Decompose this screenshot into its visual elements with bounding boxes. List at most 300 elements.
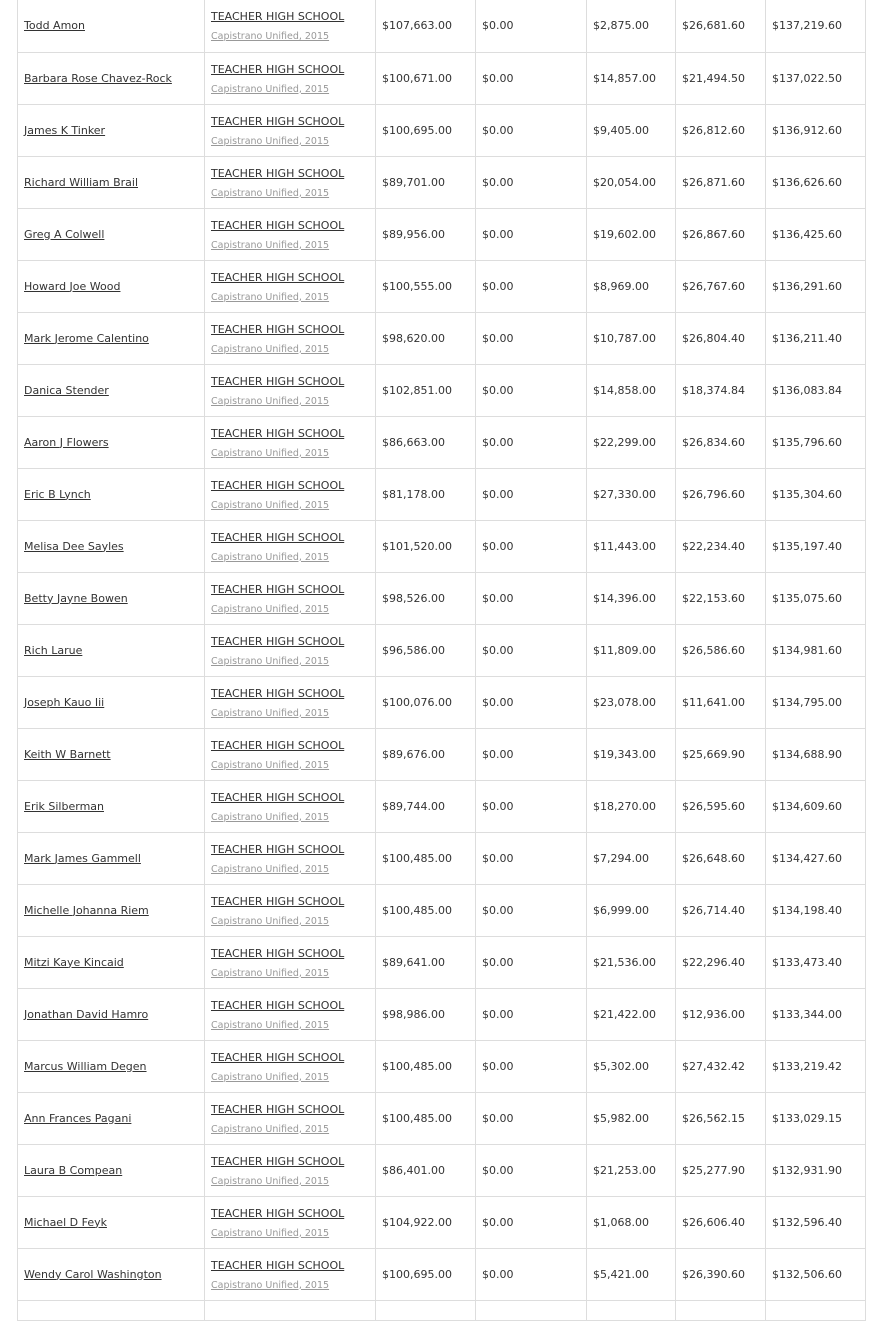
job-title-link[interactable]: TEACHER HIGH SCHOOL — [211, 790, 345, 804]
benefits-cell — [676, 1248, 766, 1300]
other-pay-value: $14,858.00 — [593, 383, 656, 397]
job-title-cell — [205, 832, 376, 884]
benefits-value: $25,669.90 — [682, 747, 745, 761]
overtime-pay-cell — [476, 1092, 587, 1144]
regular-pay-value: $86,401.00 — [382, 1163, 445, 1177]
other-pay-value: $5,982.00 — [593, 1111, 649, 1125]
agency-link[interactable]: Capistrano Unified, 2015 — [211, 135, 330, 147]
regular-pay-value: $89,956.00 — [382, 227, 445, 241]
agency-link[interactable]: Capistrano Unified, 2015 — [211, 655, 330, 667]
total-pay-benefits-cell — [766, 988, 866, 1040]
employee-name-link[interactable]: Aaron J Flowers — [24, 435, 109, 449]
benefits-cell — [676, 52, 766, 104]
job-title-link[interactable]: TEACHER HIGH SCHOOL — [211, 946, 345, 960]
overtime-pay-cell — [476, 468, 587, 520]
job-title-cell — [205, 1040, 376, 1092]
regular-pay-value: $101,520.00 — [382, 539, 452, 553]
job-title-cell — [205, 624, 376, 676]
benefits-cell — [676, 312, 766, 364]
benefits-cell — [676, 572, 766, 624]
job-title-link[interactable]: TEACHER HIGH SCHOOL — [211, 530, 345, 544]
overtime-pay-cell — [476, 312, 587, 364]
benefits-cell — [676, 416, 766, 468]
benefits-value: $21,494.50 — [682, 71, 745, 85]
job-title-cell — [205, 1196, 376, 1248]
total-pay-benefits-value: $136,912.60 — [772, 123, 842, 137]
agency-link[interactable]: Capistrano Unified, 2015 — [211, 187, 330, 199]
total-pay-benefits-value: $134,795.00 — [772, 695, 842, 709]
employee-name-cell — [18, 156, 205, 208]
benefits-cell — [676, 676, 766, 728]
employee-name-link[interactable]: Todd Amon — [24, 19, 85, 33]
regular-pay-value: $104,922.00 — [382, 1215, 452, 1229]
employee-name-cell — [18, 364, 205, 416]
employee-name-cell — [18, 624, 205, 676]
overtime-pay-value: $0.00 — [482, 1215, 514, 1229]
overtime-pay-cell — [476, 104, 587, 156]
job-title-cell — [205, 468, 376, 520]
overtime-pay-cell — [476, 1248, 587, 1300]
other-pay-cell — [587, 988, 676, 1040]
table-row — [18, 832, 866, 884]
regular-pay-value: $100,485.00 — [382, 1059, 452, 1073]
employee-name-cell — [18, 52, 205, 104]
agency-link[interactable]: Capistrano Unified, 2015 — [211, 1123, 330, 1135]
benefits-value: $22,296.40 — [682, 955, 745, 969]
total-pay-benefits-cell — [766, 728, 866, 780]
overtime-pay-cell — [476, 884, 587, 936]
job-title-link[interactable]: TEACHER HIGH SCHOOL — [211, 166, 345, 180]
other-pay-value: $5,421.00 — [593, 1267, 649, 1281]
regular-pay-cell — [376, 468, 476, 520]
table-row — [18, 364, 866, 416]
other-pay-cell — [587, 624, 676, 676]
job-title-cell — [205, 0, 376, 52]
table-row — [18, 520, 866, 572]
job-title-link[interactable]: TEACHER HIGH SCHOOL — [211, 1050, 345, 1064]
total-pay-benefits-value: $136,425.60 — [772, 227, 842, 241]
agency-link[interactable]: Capistrano Unified, 2015 — [211, 915, 330, 927]
benefits-cell — [676, 1196, 766, 1248]
total-pay-benefits-cell — [766, 1040, 866, 1092]
job-title-cell — [205, 728, 376, 780]
benefits-cell — [676, 884, 766, 936]
overtime-pay-cell — [476, 676, 587, 728]
job-title-link[interactable]: TEACHER HIGH SCHOOL — [211, 114, 345, 128]
overtime-pay-value: $0.00 — [482, 747, 514, 761]
job-title-link[interactable]: TEACHER HIGH SCHOOL — [211, 634, 345, 648]
benefits-cell — [676, 1040, 766, 1092]
regular-pay-cell — [376, 260, 476, 312]
regular-pay-cell — [376, 624, 476, 676]
agency-link[interactable]: Capistrano Unified, 2015 — [211, 31, 330, 43]
employee-name-link[interactable]: Eric B Lynch — [24, 487, 91, 501]
employee-name-link[interactable]: Betty Jayne Bowen — [24, 591, 128, 605]
partial-cell — [587, 1300, 676, 1320]
employee-name-link[interactable]: Ann Frances Pagani — [24, 1111, 132, 1125]
overtime-pay-value: $0.00 — [482, 1111, 514, 1125]
table-row — [18, 936, 866, 988]
benefits-cell — [676, 780, 766, 832]
other-pay-cell — [587, 832, 676, 884]
total-pay-benefits-value: $133,029.15 — [772, 1111, 842, 1125]
benefits-cell — [676, 0, 766, 52]
total-pay-benefits-cell — [766, 780, 866, 832]
regular-pay-value: $86,663.00 — [382, 435, 445, 449]
agency-link[interactable]: Capistrano Unified, 2015 — [211, 1279, 330, 1291]
employee-name-link[interactable]: Keith W Barnett — [24, 747, 111, 761]
table-row — [18, 1040, 866, 1092]
salary-table-container — [17, 0, 865, 1321]
job-title-link[interactable]: TEACHER HIGH SCHOOL — [211, 270, 345, 284]
regular-pay-value: $100,555.00 — [382, 279, 452, 293]
employee-name-link[interactable]: Mark James Gammell — [24, 851, 141, 865]
other-pay-value: $23,078.00 — [593, 695, 656, 709]
agency-link[interactable]: Capistrano Unified, 2015 — [211, 499, 330, 511]
regular-pay-cell — [376, 52, 476, 104]
partial-cell — [766, 1300, 866, 1320]
overtime-pay-value: $0.00 — [482, 799, 514, 813]
employee-name-cell — [18, 416, 205, 468]
overtime-pay-value: $0.00 — [482, 435, 514, 449]
agency-link[interactable]: Capistrano Unified, 2015 — [211, 759, 330, 771]
employee-name-cell — [18, 780, 205, 832]
other-pay-value: $20,054.00 — [593, 175, 656, 189]
employee-name-link[interactable]: Mark Jerome Calentino — [24, 331, 149, 345]
table-row — [18, 312, 866, 364]
total-pay-benefits-cell — [766, 1092, 866, 1144]
total-pay-benefits-value: $132,596.40 — [772, 1215, 842, 1229]
regular-pay-value: $100,076.00 — [382, 695, 452, 709]
other-pay-value: $9,405.00 — [593, 123, 649, 137]
table-row — [18, 0, 866, 52]
other-pay-cell — [587, 52, 676, 104]
job-title-link[interactable]: TEACHER HIGH SCHOOL — [211, 478, 345, 492]
total-pay-benefits-cell — [766, 208, 866, 260]
employee-name-link[interactable]: Greg A Colwell — [24, 227, 105, 241]
regular-pay-cell — [376, 364, 476, 416]
other-pay-cell — [587, 1040, 676, 1092]
regular-pay-cell — [376, 520, 476, 572]
employee-name-link[interactable]: Danica Stender — [24, 383, 109, 397]
regular-pay-cell — [376, 780, 476, 832]
job-title-link[interactable]: TEACHER HIGH SCHOOL — [211, 738, 345, 752]
job-title-cell — [205, 520, 376, 572]
overtime-pay-value: $0.00 — [482, 123, 514, 137]
benefits-value: $22,153.60 — [682, 591, 745, 605]
total-pay-benefits-value: $133,219.42 — [772, 1059, 842, 1073]
agency-link[interactable]: Capistrano Unified, 2015 — [211, 863, 330, 875]
employee-name-cell — [18, 0, 205, 52]
overtime-pay-value: $0.00 — [482, 19, 514, 33]
agency-link[interactable]: Capistrano Unified, 2015 — [211, 291, 330, 303]
table-row-partial — [18, 1300, 866, 1320]
benefits-cell — [676, 520, 766, 572]
employee-name-cell — [18, 884, 205, 936]
benefits-value: $26,804.40 — [682, 331, 745, 345]
partial-cell — [676, 1300, 766, 1320]
regular-pay-cell — [376, 1196, 476, 1248]
table-row — [18, 1144, 866, 1196]
agency-link[interactable]: Capistrano Unified, 2015 — [211, 83, 330, 95]
employee-name-cell — [18, 208, 205, 260]
job-title-cell — [205, 1144, 376, 1196]
table-row — [18, 728, 866, 780]
job-title-cell — [205, 1248, 376, 1300]
employee-name-link[interactable]: Richard William Brail — [24, 175, 139, 189]
benefits-cell — [676, 208, 766, 260]
job-title-link[interactable]: TEACHER HIGH SCHOOL — [211, 218, 345, 232]
other-pay-cell — [587, 468, 676, 520]
benefits-cell — [676, 936, 766, 988]
partial-cell — [205, 1300, 376, 1320]
table-row — [18, 780, 866, 832]
agency-link[interactable]: Capistrano Unified, 2015 — [211, 811, 330, 823]
overtime-pay-cell — [476, 208, 587, 260]
agency-link[interactable]: Capistrano Unified, 2015 — [211, 967, 330, 979]
regular-pay-value: $100,671.00 — [382, 71, 452, 85]
job-title-link[interactable]: TEACHER HIGH SCHOOL — [211, 1258, 345, 1272]
job-title-link[interactable]: TEACHER HIGH SCHOOL — [211, 426, 345, 440]
total-pay-benefits-cell — [766, 1144, 866, 1196]
total-pay-benefits-cell — [766, 260, 866, 312]
benefits-value: $26,648.60 — [682, 851, 745, 865]
table-row — [18, 468, 866, 520]
total-pay-benefits-value: $135,796.60 — [772, 435, 842, 449]
regular-pay-value: $81,178.00 — [382, 487, 445, 501]
other-pay-value: $7,294.00 — [593, 851, 649, 865]
employee-name-cell — [18, 988, 205, 1040]
regular-pay-cell — [376, 1144, 476, 1196]
total-pay-benefits-cell — [766, 676, 866, 728]
regular-pay-value: $98,526.00 — [382, 591, 445, 605]
total-pay-benefits-cell — [766, 156, 866, 208]
employee-name-cell — [18, 1248, 205, 1300]
regular-pay-value: $89,701.00 — [382, 175, 445, 189]
job-title-link[interactable]: TEACHER HIGH SCHOOL — [211, 1102, 345, 1116]
total-pay-benefits-value: $135,304.60 — [772, 487, 842, 501]
employee-name-link[interactable]: Marcus William Degen — [24, 1059, 147, 1073]
employee-name-link[interactable]: Mitzi Kaye Kincaid — [24, 955, 124, 969]
regular-pay-value: $100,485.00 — [382, 851, 452, 865]
regular-pay-cell — [376, 728, 476, 780]
other-pay-value: $14,396.00 — [593, 591, 656, 605]
overtime-pay-value: $0.00 — [482, 1007, 514, 1021]
table-row — [18, 1248, 866, 1300]
table-row — [18, 416, 866, 468]
benefits-value: $26,714.40 — [682, 903, 745, 917]
overtime-pay-cell — [476, 416, 587, 468]
employee-name-link[interactable]: Laura B Compean — [24, 1163, 123, 1177]
job-title-cell — [205, 260, 376, 312]
overtime-pay-value: $0.00 — [482, 955, 514, 969]
regular-pay-value: $100,695.00 — [382, 123, 452, 137]
other-pay-cell — [587, 728, 676, 780]
regular-pay-cell — [376, 832, 476, 884]
regular-pay-value: $100,485.00 — [382, 903, 452, 917]
total-pay-benefits-value: $135,197.40 — [772, 539, 842, 553]
employee-name-link[interactable]: Jonathan David Hamro — [24, 1007, 149, 1021]
benefits-value: $25,277.90 — [682, 1163, 745, 1177]
other-pay-cell — [587, 1092, 676, 1144]
other-pay-cell — [587, 676, 676, 728]
total-pay-benefits-cell — [766, 832, 866, 884]
overtime-pay-value: $0.00 — [482, 71, 514, 85]
job-title-link[interactable]: TEACHER HIGH SCHOOL — [211, 686, 345, 700]
employee-name-link[interactable]: Michael D Feyk — [24, 1215, 107, 1229]
employee-name-link[interactable]: James K Tinker — [24, 123, 106, 137]
employee-name-cell — [18, 572, 205, 624]
total-pay-benefits-cell — [766, 0, 866, 52]
employee-name-link[interactable]: Wendy Carol Washington — [24, 1267, 162, 1281]
agency-link[interactable]: Capistrano Unified, 2015 — [211, 343, 330, 355]
regular-pay-value: $89,676.00 — [382, 747, 445, 761]
other-pay-cell — [587, 364, 676, 416]
benefits-value: $26,606.40 — [682, 1215, 745, 1229]
job-title-cell — [205, 572, 376, 624]
job-title-link[interactable]: TEACHER HIGH SCHOOL — [211, 842, 345, 856]
other-pay-value: $21,536.00 — [593, 955, 656, 969]
table-row — [18, 104, 866, 156]
total-pay-benefits-cell — [766, 312, 866, 364]
table-row — [18, 260, 866, 312]
other-pay-value: $22,299.00 — [593, 435, 656, 449]
regular-pay-value: $89,744.00 — [382, 799, 445, 813]
overtime-pay-value: $0.00 — [482, 695, 514, 709]
employee-name-link[interactable]: Howard Joe Wood — [24, 279, 121, 293]
job-title-cell — [205, 364, 376, 416]
agency-link[interactable]: Capistrano Unified, 2015 — [211, 1071, 330, 1083]
total-pay-benefits-cell — [766, 416, 866, 468]
table-row — [18, 624, 866, 676]
agency-link[interactable]: Capistrano Unified, 2015 — [211, 395, 330, 407]
partial-cell — [376, 1300, 476, 1320]
employee-name-cell — [18, 936, 205, 988]
total-pay-benefits-cell — [766, 364, 866, 416]
agency-link[interactable]: Capistrano Unified, 2015 — [211, 239, 330, 251]
overtime-pay-value: $0.00 — [482, 383, 514, 397]
employee-name-cell — [18, 1144, 205, 1196]
employee-name-link[interactable]: Barbara Rose Chavez-Rock — [24, 71, 172, 85]
other-pay-cell — [587, 936, 676, 988]
overtime-pay-cell — [476, 0, 587, 52]
overtime-pay-cell — [476, 520, 587, 572]
job-title-cell — [205, 676, 376, 728]
total-pay-benefits-value: $132,506.60 — [772, 1267, 842, 1281]
other-pay-value: $11,809.00 — [593, 643, 656, 657]
benefits-cell — [676, 624, 766, 676]
agency-link[interactable]: Capistrano Unified, 2015 — [211, 603, 330, 615]
total-pay-benefits-cell — [766, 572, 866, 624]
other-pay-value: $21,253.00 — [593, 1163, 656, 1177]
overtime-pay-cell — [476, 728, 587, 780]
overtime-pay-value: $0.00 — [482, 591, 514, 605]
job-title-link[interactable]: TEACHER HIGH SCHOOL — [211, 1154, 345, 1168]
job-title-cell — [205, 208, 376, 260]
other-pay-cell — [587, 1196, 676, 1248]
employee-name-cell — [18, 1092, 205, 1144]
overtime-pay-cell — [476, 1040, 587, 1092]
overtime-pay-value: $0.00 — [482, 227, 514, 241]
total-pay-benefits-value: $134,981.60 — [772, 643, 842, 657]
job-title-link[interactable]: TEACHER HIGH SCHOOL — [211, 582, 345, 596]
regular-pay-value: $89,641.00 — [382, 955, 445, 969]
benefits-cell — [676, 1092, 766, 1144]
regular-pay-cell — [376, 884, 476, 936]
employee-name-link[interactable]: Michelle Johanna Riem — [24, 903, 149, 917]
overtime-pay-value: $0.00 — [482, 643, 514, 657]
salary-table — [17, 0, 866, 1321]
benefits-value: $26,834.60 — [682, 435, 745, 449]
job-title-cell — [205, 988, 376, 1040]
regular-pay-cell — [376, 1092, 476, 1144]
table-row — [18, 1092, 866, 1144]
regular-pay-value: $107,663.00 — [382, 19, 452, 33]
job-title-link[interactable]: TEACHER HIGH SCHOOL — [211, 1206, 345, 1220]
agency-link[interactable]: Capistrano Unified, 2015 — [211, 447, 330, 459]
overtime-pay-value: $0.00 — [482, 1267, 514, 1281]
total-pay-benefits-cell — [766, 104, 866, 156]
job-title-link[interactable]: TEACHER HIGH SCHOOL — [211, 62, 345, 76]
agency-link[interactable]: Capistrano Unified, 2015 — [211, 1019, 330, 1031]
total-pay-benefits-cell — [766, 1196, 866, 1248]
overtime-pay-cell — [476, 832, 587, 884]
employee-name-link[interactable]: Erik Silberman — [24, 799, 104, 813]
total-pay-benefits-value: $137,022.50 — [772, 71, 842, 85]
benefits-value: $26,681.60 — [682, 19, 745, 33]
job-title-link[interactable]: TEACHER HIGH SCHOOL — [211, 322, 345, 336]
total-pay-benefits-value: $133,344.00 — [772, 1007, 842, 1021]
benefits-cell — [676, 1144, 766, 1196]
employee-name-link[interactable]: Rich Larue — [24, 643, 83, 657]
total-pay-benefits-value: $133,473.40 — [772, 955, 842, 969]
employee-name-cell — [18, 1196, 205, 1248]
regular-pay-value: $102,851.00 — [382, 383, 452, 397]
other-pay-value: $19,602.00 — [593, 227, 656, 241]
other-pay-value: $27,330.00 — [593, 487, 656, 501]
job-title-link[interactable]: TEACHER HIGH SCHOOL — [211, 998, 345, 1012]
total-pay-benefits-value: $137,219.60 — [772, 19, 842, 33]
other-pay-value: $2,875.00 — [593, 19, 649, 33]
job-title-cell — [205, 104, 376, 156]
regular-pay-value: $100,485.00 — [382, 1111, 452, 1125]
job-title-link[interactable]: TEACHER HIGH SCHOOL — [211, 374, 345, 388]
benefits-cell — [676, 156, 766, 208]
regular-pay-cell — [376, 988, 476, 1040]
agency-link[interactable]: Capistrano Unified, 2015 — [211, 1175, 330, 1187]
regular-pay-cell — [376, 104, 476, 156]
job-title-link[interactable]: TEACHER HIGH SCHOOL — [211, 10, 345, 24]
overtime-pay-value: $0.00 — [482, 1059, 514, 1073]
other-pay-cell — [587, 416, 676, 468]
benefits-value: $26,562.15 — [682, 1111, 745, 1125]
total-pay-benefits-value: $135,075.60 — [772, 591, 842, 605]
agency-link[interactable]: Capistrano Unified, 2015 — [211, 707, 330, 719]
employee-name-link[interactable]: Joseph Kauo Iii — [24, 695, 105, 709]
employee-name-link[interactable]: Melisa Dee Sayles — [24, 539, 124, 553]
agency-link[interactable]: Capistrano Unified, 2015 — [211, 551, 330, 563]
regular-pay-cell — [376, 416, 476, 468]
overtime-pay-value: $0.00 — [482, 175, 514, 189]
overtime-pay-value: $0.00 — [482, 851, 514, 865]
total-pay-benefits-value: $136,626.60 — [772, 175, 842, 189]
benefits-value: $11,641.00 — [682, 695, 745, 709]
job-title-link[interactable]: TEACHER HIGH SCHOOL — [211, 894, 345, 908]
agency-link[interactable]: Capistrano Unified, 2015 — [211, 1227, 330, 1239]
other-pay-cell — [587, 1144, 676, 1196]
total-pay-benefits-cell — [766, 520, 866, 572]
other-pay-value: $1,068.00 — [593, 1215, 649, 1229]
